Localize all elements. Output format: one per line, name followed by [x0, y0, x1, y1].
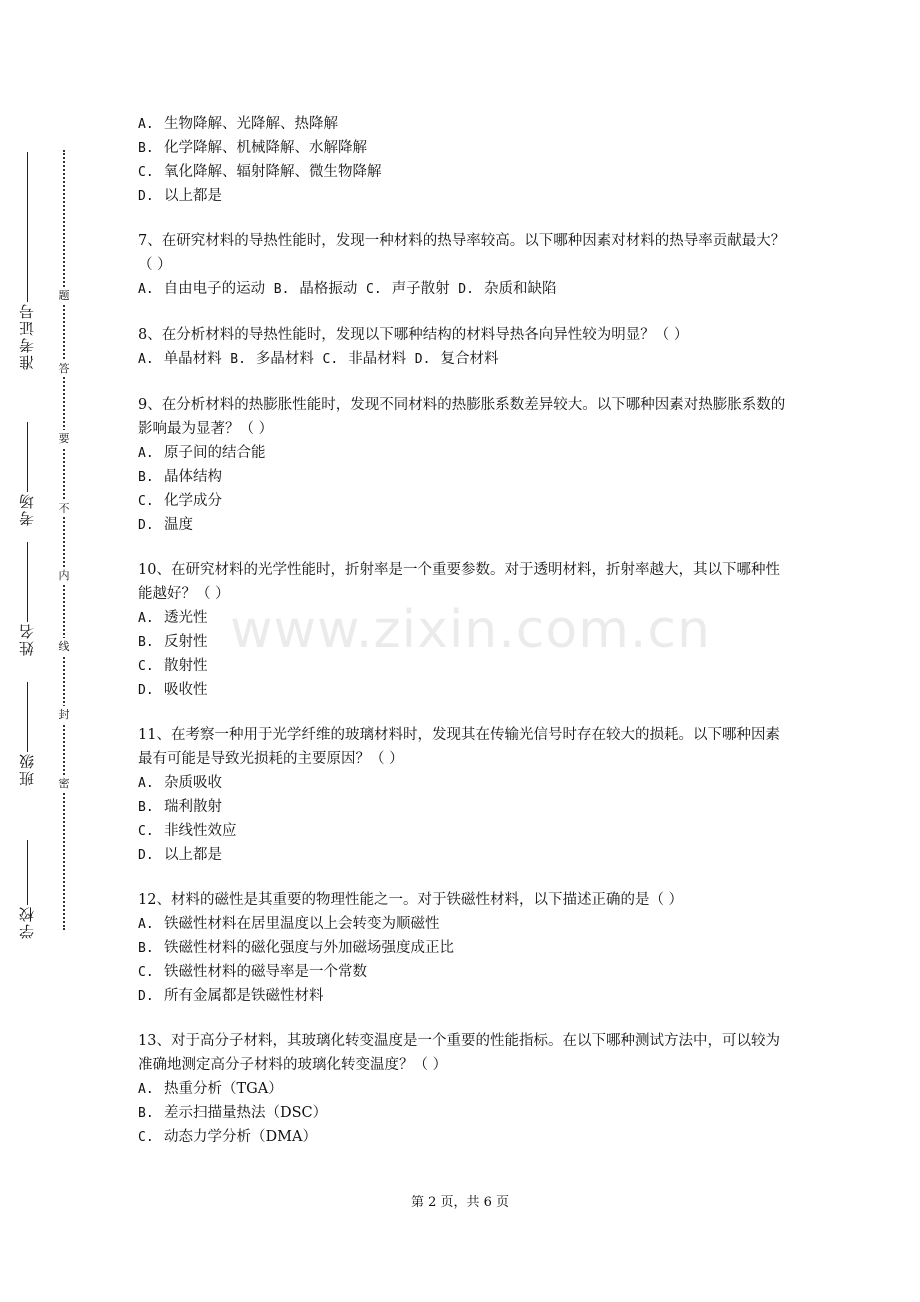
- option-row: [138, 936, 788, 960]
- option-letter: B.: [230, 352, 246, 367]
- option-text: 晶体结构: [164, 469, 222, 485]
- option-row: [138, 819, 788, 843]
- option-row: [138, 160, 788, 184]
- inline-options: [138, 277, 788, 302]
- option-row: [138, 912, 788, 936]
- option-text: 单晶材料: [163, 351, 222, 367]
- option-letter: A.: [138, 117, 154, 132]
- option-text: 氧化降解、辐射降解、微生物降解: [164, 164, 382, 180]
- option-row: [138, 1077, 788, 1101]
- question-text: 10、在研究材料的光学性能时，折射率是一个重要参数。对于透明材料，折射率越大，其以下哪种性能越好？（ ）: [138, 562, 780, 602]
- seal-char: 题: [58, 289, 70, 302]
- name-line: [27, 542, 28, 622]
- option-letter: D.: [138, 189, 154, 204]
- option-row: [138, 606, 788, 630]
- question-12: [138, 888, 788, 1008]
- question-text: 11、在考察一种用于光学纤维的玻璃材料时，发现其在传输光信号时存在较大的损耗。以下哪种因素最有可能是导致光损耗的主要原因？（ ）: [138, 727, 780, 767]
- option-row: [138, 843, 788, 867]
- field-exam-room: [14, 420, 40, 526]
- option-row: [138, 630, 788, 654]
- exam-id-label: 准考证号: [18, 302, 36, 370]
- option-letter: D.: [138, 683, 154, 698]
- option-letter: B.: [138, 635, 154, 650]
- option-letter: C.: [322, 352, 339, 367]
- exam-room-line: [27, 422, 28, 492]
- option-letter: B.: [138, 1106, 154, 1121]
- option-letter: D.: [138, 518, 154, 533]
- option-text: 热重分析（TGA）: [164, 1081, 283, 1097]
- option-letter: A.: [138, 1082, 154, 1097]
- option-text: 杂质吸收: [164, 775, 222, 791]
- question-8: [138, 323, 788, 372]
- option-row: [138, 136, 788, 160]
- option-text: 动态力学分析（DMA）: [164, 1129, 317, 1145]
- seal-char: 答: [58, 362, 70, 375]
- field-class: [14, 680, 40, 786]
- field-school: [14, 838, 40, 939]
- option-letter: C.: [138, 824, 154, 839]
- option-text: 自由电子的运动: [163, 281, 266, 297]
- option-letter: C.: [138, 165, 154, 180]
- option-text: 生物降解、光降解、热降解: [164, 116, 338, 132]
- option-letter: C.: [138, 494, 154, 509]
- option-text: 化学成分: [164, 493, 222, 509]
- option-letter: A.: [138, 611, 154, 626]
- watermark: www.zixin.com.cn: [230, 600, 711, 660]
- page-footer: 第 2 页，共 6 页: [410, 1195, 510, 1210]
- option-letter: D.: [414, 352, 431, 367]
- school-line: [27, 840, 28, 905]
- option-letter: A.: [138, 776, 154, 791]
- option-text: 非晶材料: [348, 351, 407, 367]
- option-row: [138, 441, 788, 465]
- option-text: 透光性: [164, 610, 208, 626]
- inline-options: [138, 347, 788, 372]
- option-letter: D.: [138, 848, 154, 863]
- option-row: [138, 489, 788, 513]
- option-text: 所有金属都是铁磁性材料: [164, 988, 324, 1004]
- option-row: [138, 1101, 788, 1125]
- option-row: [138, 984, 788, 1008]
- question-text: 7、在研究材料的导热性能时，发现一种材料的热导率较高。以下哪种因素对材料的热导率贡献最大？（ ）: [138, 233, 786, 273]
- option-text: 温度: [164, 517, 193, 533]
- field-name: [14, 540, 40, 656]
- question-7: [138, 229, 788, 302]
- option-letter: B.: [138, 141, 154, 156]
- seal-char: 不: [58, 502, 70, 515]
- option-text: 瑞利散射: [164, 799, 222, 815]
- option-text: 差示扫描量热法（DSC）: [164, 1105, 328, 1121]
- question-11: [138, 723, 788, 867]
- option-text: 多晶材料: [255, 351, 314, 367]
- class-line: [27, 682, 28, 752]
- option-row: [138, 1125, 788, 1149]
- exam-room-label: 考场: [18, 492, 36, 526]
- option-row: [138, 678, 788, 702]
- question-text: 9、在分析材料的热膨胀性能时，发现不同材料的热膨胀系数差异较大。以下哪种因素对热膨胀系数的影响最为显著？（ ）: [138, 397, 786, 437]
- top-options: [138, 112, 788, 208]
- option-row: [138, 795, 788, 819]
- name-label: 姓名: [18, 622, 36, 656]
- option-letter: B.: [138, 941, 154, 956]
- option-row: [138, 960, 788, 984]
- field-exam-id: [14, 150, 40, 370]
- option-text: 吸收性: [164, 682, 208, 698]
- option-letter: C.: [138, 659, 154, 674]
- school-label: 学校: [18, 905, 36, 939]
- option-letter: D.: [458, 282, 474, 297]
- option-text: 杂质和缺陷: [483, 281, 557, 297]
- seal-char: 要: [58, 432, 70, 445]
- question-text: 13、对于高分子材料，其玻璃化转变温度是一个重要的性能指标。在以下哪种测试方法中，可以较为准确地测定高分子材料的玻璃化转变温度？（ ）: [138, 1033, 780, 1073]
- option-text: 原子间的结合能: [164, 445, 266, 461]
- option-text: 非线性效应: [164, 823, 237, 839]
- option-row: [138, 465, 788, 489]
- question-text: 8、在分析材料的导热性能时，发现以下哪种结构的材料导热各向异性较为明显？（ ）: [138, 327, 689, 343]
- question-13: [138, 1029, 788, 1149]
- option-letter: A.: [138, 917, 154, 932]
- option-letter: B.: [138, 470, 154, 485]
- question-10: [138, 558, 788, 702]
- option-text: 化学降解、机械降解、水解降解: [164, 140, 367, 156]
- seal-char: 封: [58, 708, 70, 721]
- option-letter: C.: [366, 282, 382, 297]
- option-letter: D.: [138, 989, 154, 1004]
- option-text: 晶格振动: [299, 281, 358, 297]
- binding-margin: [0, 0, 110, 1302]
- option-text: 铁磁性材料的磁导率是一个常数: [164, 964, 367, 980]
- option-row: [138, 513, 788, 537]
- option-letter: C.: [138, 965, 154, 980]
- option-letter: A.: [138, 282, 154, 297]
- option-row: [138, 654, 788, 678]
- option-row: [138, 771, 788, 795]
- exam-id-line: [27, 152, 28, 302]
- question-9: [138, 393, 788, 537]
- option-letter: B.: [138, 800, 154, 815]
- option-text: 以上都是: [164, 188, 222, 204]
- option-letter: A.: [138, 446, 154, 461]
- option-text: 以上都是: [164, 847, 222, 863]
- exam-content: [138, 112, 788, 1149]
- question-text: 12、材料的磁性是其重要的物理性能之一。对于铁磁性材料，以下描述正确的是（ ）: [138, 892, 684, 908]
- seal-char: 内: [58, 569, 70, 582]
- seal-dotted-line: [63, 150, 73, 930]
- option-letter: A.: [138, 352, 154, 367]
- option-letter: B.: [273, 282, 290, 297]
- option-text: 铁磁性材料的磁化强度与外加磁场强度成正比: [164, 940, 454, 956]
- option-text: 复合材料: [440, 351, 499, 367]
- option-letter: C.: [138, 1130, 154, 1145]
- option-text: 散射性: [164, 658, 208, 674]
- option-text: 声子散射: [391, 281, 450, 297]
- seal-char: 密: [58, 777, 70, 790]
- option-row: [138, 112, 788, 136]
- option-row: [138, 184, 788, 208]
- class-label: 班级: [18, 752, 36, 786]
- option-text: 反射性: [164, 634, 208, 650]
- option-text: 铁磁性材料在居里温度以上会转变为顺磁性: [164, 916, 440, 932]
- seal-char: 线: [58, 640, 70, 653]
